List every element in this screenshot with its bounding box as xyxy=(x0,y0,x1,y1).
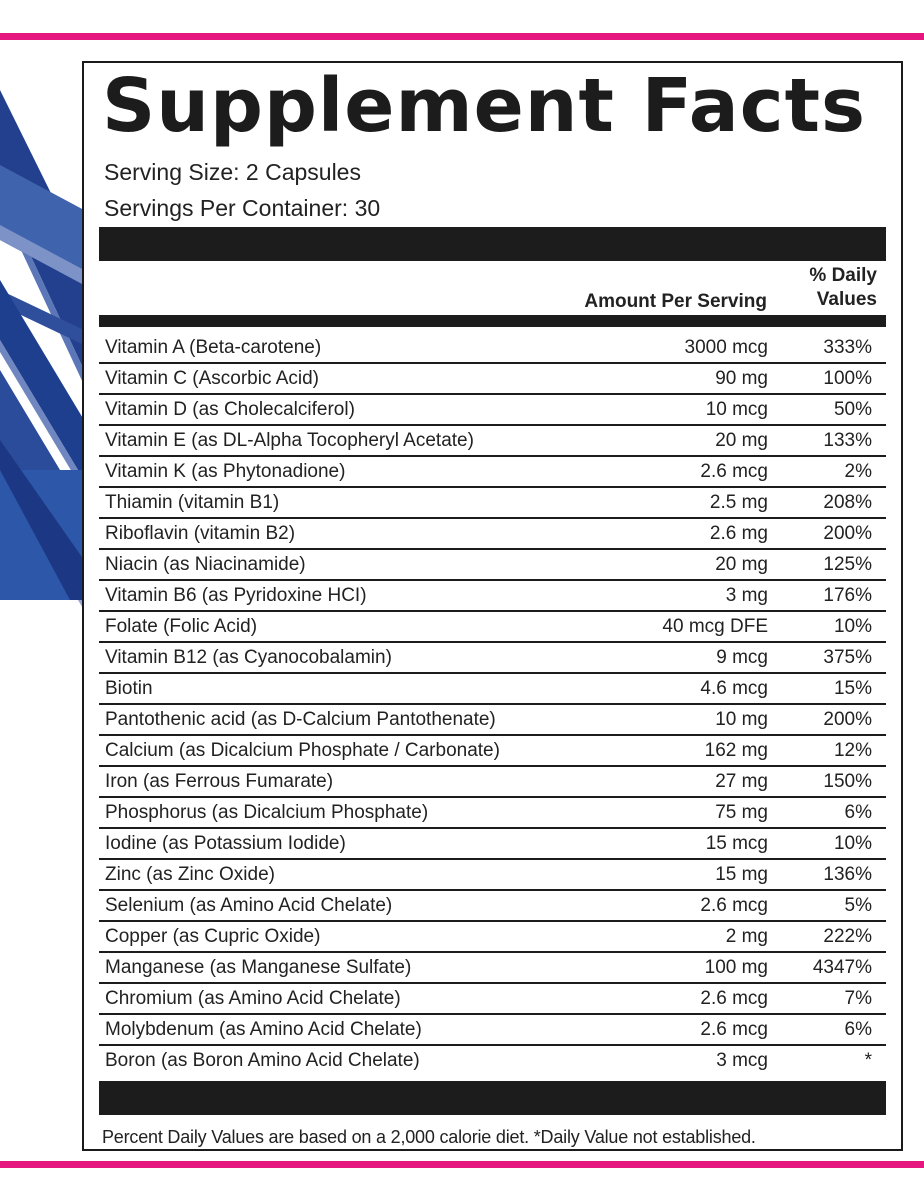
supplement-facts-panel xyxy=(82,61,903,1151)
nutrient-name: Vitamin B12 (as Cyanocobalamin) xyxy=(105,647,392,668)
bottom-accent-line xyxy=(0,1161,924,1168)
table-row xyxy=(99,922,886,953)
table-row xyxy=(99,984,886,1015)
nutrient-amount: 20 mg xyxy=(715,554,768,575)
nutrient-daily-value: 125% xyxy=(823,554,872,575)
thick-divider-bar xyxy=(99,227,886,261)
nutrient-amount: 2.5 mg xyxy=(709,492,768,513)
nutrient-daily-value: 7% xyxy=(844,988,872,1009)
table-row xyxy=(99,395,886,426)
nutrient-daily-value: 15% xyxy=(833,678,872,699)
nutrient-name: Niacin (as Niacinamide) xyxy=(105,554,306,575)
nutrient-daily-value: 4347% xyxy=(812,957,872,978)
nutrient-daily-value: * xyxy=(864,1050,872,1071)
nutrient-amount: 100 mg xyxy=(704,957,768,978)
daily-values-header: % Daily Values xyxy=(809,265,877,310)
nutrient-daily-value: 100% xyxy=(823,368,872,389)
table-row xyxy=(99,364,886,395)
nutrient-name: Vitamin A (Beta-carotene) xyxy=(105,337,322,358)
header-divider-bar xyxy=(99,315,886,327)
nutrient-amount: 3000 mcg xyxy=(684,337,768,358)
top-accent-line xyxy=(0,33,924,40)
table-row xyxy=(99,705,886,736)
nutrient-name: Folate (Folic Acid) xyxy=(105,616,258,637)
nutrient-amount: 2.6 mcg xyxy=(700,461,768,482)
nutrient-name: Vitamin C (Ascorbic Acid) xyxy=(105,368,319,389)
nutrient-name: Phosphorus (as Dicalcium Phosphate) xyxy=(105,802,429,823)
nutrient-name: Molybdenum (as Amino Acid Chelate) xyxy=(105,1019,422,1040)
nutrient-daily-value: 10% xyxy=(833,616,872,637)
nutrient-name: Biotin xyxy=(105,678,153,699)
nutrient-amount: 2.6 mcg xyxy=(700,895,768,916)
nutrient-daily-value: 208% xyxy=(823,492,872,513)
amount-per-serving-header: Amount Per Serving xyxy=(584,291,767,312)
table-row xyxy=(99,457,886,488)
nutrient-daily-value: 2% xyxy=(844,461,872,482)
nutrient-amount: 162 mg xyxy=(704,740,768,761)
nutrient-daily-value: 133% xyxy=(823,430,872,451)
nutrient-name: Vitamin D (as Cholecalciferol) xyxy=(105,399,355,420)
nutrient-daily-value: 222% xyxy=(823,926,872,947)
nutrient-amount: 15 mcg xyxy=(705,833,768,854)
nutrient-name: Riboflavin (vitamin B2) xyxy=(105,523,296,544)
nutrient-daily-value: 200% xyxy=(823,523,872,544)
nutrient-amount: 20 mg xyxy=(715,430,768,451)
table-row xyxy=(99,550,886,581)
servings-per-container: Servings Per Container: 30 xyxy=(104,195,381,221)
nutrient-daily-value: 150% xyxy=(823,771,872,792)
nutrient-name: Vitamin B6 (as Pyridoxine HCI) xyxy=(105,585,367,606)
nutrient-amount: 2.6 mg xyxy=(709,523,768,544)
nutrient-amount: 10 mcg xyxy=(705,399,768,420)
table-row xyxy=(99,767,886,798)
nutrient-name: Iodine (as Potassium Iodide) xyxy=(105,833,346,854)
nutrient-name: Calcium (as Dicalcium Phosphate / Carbonate) xyxy=(105,740,500,761)
nutrient-name: Vitamin K (as Phytonadione) xyxy=(105,461,346,482)
table-row xyxy=(99,581,886,612)
footnote: Percent Daily Values are based on a 2,000 calorie diet. *Daily Value not established. xyxy=(102,1127,756,1147)
table-row xyxy=(99,426,886,457)
nutrient-amount: 2.6 mcg xyxy=(700,988,768,1009)
table-row xyxy=(99,612,886,643)
table-row xyxy=(99,860,886,891)
table-row xyxy=(99,674,886,705)
table-row xyxy=(99,736,886,767)
table-row xyxy=(99,333,886,364)
bottom-divider-bar xyxy=(99,1081,886,1115)
nutrient-name: Zinc (as Zinc Oxide) xyxy=(105,864,275,885)
table-row xyxy=(99,1015,886,1046)
nutrient-amount: 27 mg xyxy=(715,771,768,792)
nutrient-daily-value: 136% xyxy=(823,864,872,885)
decorative-background-stripes xyxy=(0,40,84,1160)
table-row xyxy=(99,953,886,984)
nutrient-name: Chromium (as Amino Acid Chelate) xyxy=(105,988,401,1009)
nutrient-amount: 3 mcg xyxy=(716,1050,768,1071)
table-row xyxy=(99,891,886,922)
nutrient-name: Thiamin (vitamin B1) xyxy=(105,492,280,513)
table-row xyxy=(99,1046,886,1075)
nutrient-amount: 40 mcg DFE xyxy=(662,616,768,637)
nutrient-daily-value: 6% xyxy=(844,1019,872,1040)
nutrient-daily-value: 12% xyxy=(833,740,872,761)
nutrient-amount: 2 mg xyxy=(725,926,768,947)
serving-size: Serving Size: 2 Capsules xyxy=(104,159,361,185)
nutrient-daily-value: 176% xyxy=(823,585,872,606)
nutrient-name: Boron (as Boron Amino Acid Chelate) xyxy=(105,1050,420,1071)
nutrient-name: Iron (as Ferrous Fumarate) xyxy=(105,771,334,792)
nutrient-amount: 10 mg xyxy=(715,709,768,730)
nutrient-daily-value: 200% xyxy=(823,709,872,730)
nutrient-daily-value: 5% xyxy=(844,895,872,916)
nutrient-daily-value: 10% xyxy=(833,833,872,854)
nutrient-daily-value: 333% xyxy=(823,337,872,358)
nutrient-amount: 9 mcg xyxy=(716,647,768,668)
nutrient-amount: 75 mg xyxy=(715,802,768,823)
nutrient-amount: 2.6 mcg xyxy=(700,1019,768,1040)
nutrient-name: Manganese (as Manganese Sulfate) xyxy=(105,957,412,978)
nutrient-name: Pantothenic acid (as D-Calcium Pantothenate) xyxy=(105,709,496,730)
nutrient-table xyxy=(99,333,886,1075)
panel-title: Supplement Facts xyxy=(102,63,867,149)
table-row xyxy=(99,488,886,519)
nutrient-name: Selenium (as Amino Acid Chelate) xyxy=(105,895,393,916)
nutrient-name: Copper (as Cupric Oxide) xyxy=(105,926,321,947)
nutrient-daily-value: 6% xyxy=(844,802,872,823)
nutrient-amount: 4.6 mcg xyxy=(700,678,768,699)
nutrient-name: Vitamin E (as DL-Alpha Tocopheryl Acetate) xyxy=(105,430,474,451)
nutrient-daily-value: 50% xyxy=(833,399,872,420)
nutrient-daily-value: 375% xyxy=(823,647,872,668)
nutrient-amount: 3 mg xyxy=(725,585,768,606)
table-row xyxy=(99,643,886,674)
nutrient-amount: 15 mg xyxy=(715,864,768,885)
nutrient-amount: 90 mg xyxy=(715,368,768,389)
table-row xyxy=(99,829,886,860)
table-row xyxy=(99,519,886,550)
table-row xyxy=(99,798,886,829)
